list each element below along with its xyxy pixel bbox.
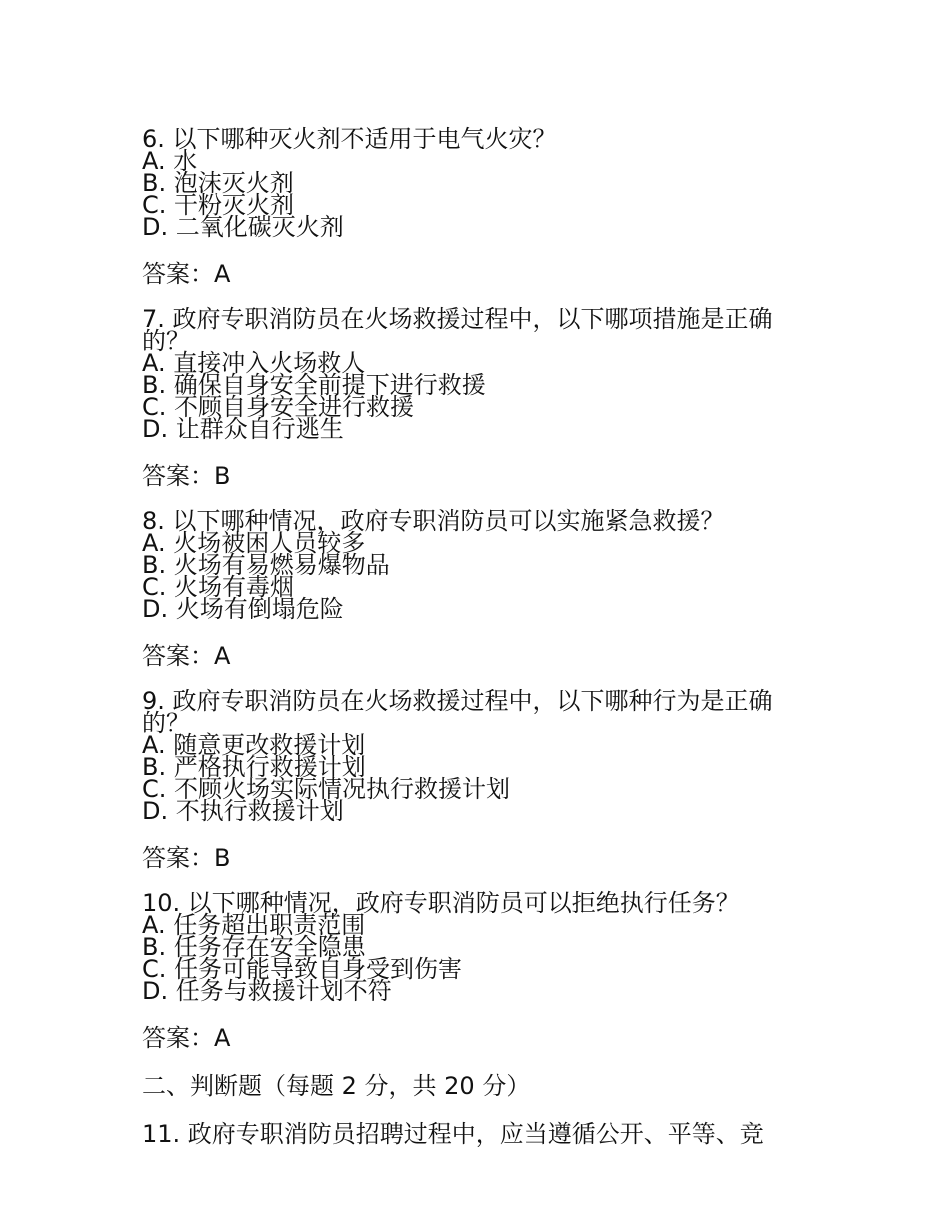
question-text: 7. 政府专职消防员在火场救援过程中，以下哪项措施是正确的？	[142, 305, 773, 355]
answer-6: 答案：A	[142, 260, 231, 288]
option-a: A. 任务超出职责范围	[142, 911, 366, 939]
option-d: D. 让群众自行逃生	[142, 415, 344, 443]
question-text: 10. 以下哪种情况，政府专职消防员可以拒绝执行任务？	[142, 889, 740, 917]
question-11: 11. 政府专职消防员招聘过程中，应当遵循公开、平等、竞	[142, 1120, 764, 1148]
option-d: D. 任务与救援计划不符	[142, 977, 392, 1005]
option-c: C. 不顾火场实际情况执行救援计划	[142, 775, 511, 803]
option-c: C. 火场有毒烟	[142, 573, 295, 601]
answer-7: 答案：B	[142, 462, 231, 490]
option-b: B. 火场有易燃易爆物品	[142, 551, 390, 579]
answer-9: 答案：B	[142, 844, 231, 872]
document-content	[142, 125, 802, 1148]
option-a: A. 水	[142, 147, 198, 175]
option-d: D. 火场有倒塌危险	[142, 595, 344, 623]
option-c: C. 任务可能导致自身受到伤害	[142, 955, 463, 983]
answer-8: 答案：A	[142, 642, 231, 670]
option-a: A. 火场被困人员较多	[142, 529, 366, 557]
option-c: C. 不顾自身安全进行救援	[142, 393, 415, 421]
question-7	[142, 305, 802, 443]
option-d: D. 二氧化碳灭火剂	[142, 213, 344, 241]
option-b: B. 泡沫灭火剂	[142, 169, 294, 197]
question-text: 6. 以下哪种灭火剂不适用于电气火灾？	[142, 125, 557, 153]
option-a: A. 随意更改救援计划	[142, 731, 366, 759]
question-8	[142, 507, 802, 623]
question-9	[142, 687, 802, 825]
question-text: 8. 以下哪种情况，政府专职消防员可以实施紧急救援？	[142, 507, 725, 535]
question-6	[142, 125, 802, 241]
option-b: B. 任务存在安全隐患	[142, 933, 366, 961]
answer-10: 答案：A	[142, 1024, 231, 1052]
question-10	[142, 889, 802, 1005]
question-text: 9. 政府专职消防员在火场救援过程中，以下哪种行为是正确的？	[142, 687, 773, 737]
option-d: D. 不执行救援计划	[142, 797, 344, 825]
section-heading-true-false: 二、判断题（每题 2 分，共 20 分）	[142, 1072, 531, 1100]
option-b: B. 严格执行救援计划	[142, 753, 366, 781]
option-a: A. 直接冲入火场救人	[142, 349, 366, 377]
option-c: C. 干粉灭火剂	[142, 191, 295, 219]
option-b: B. 确保自身安全前提下进行救援	[142, 371, 486, 399]
